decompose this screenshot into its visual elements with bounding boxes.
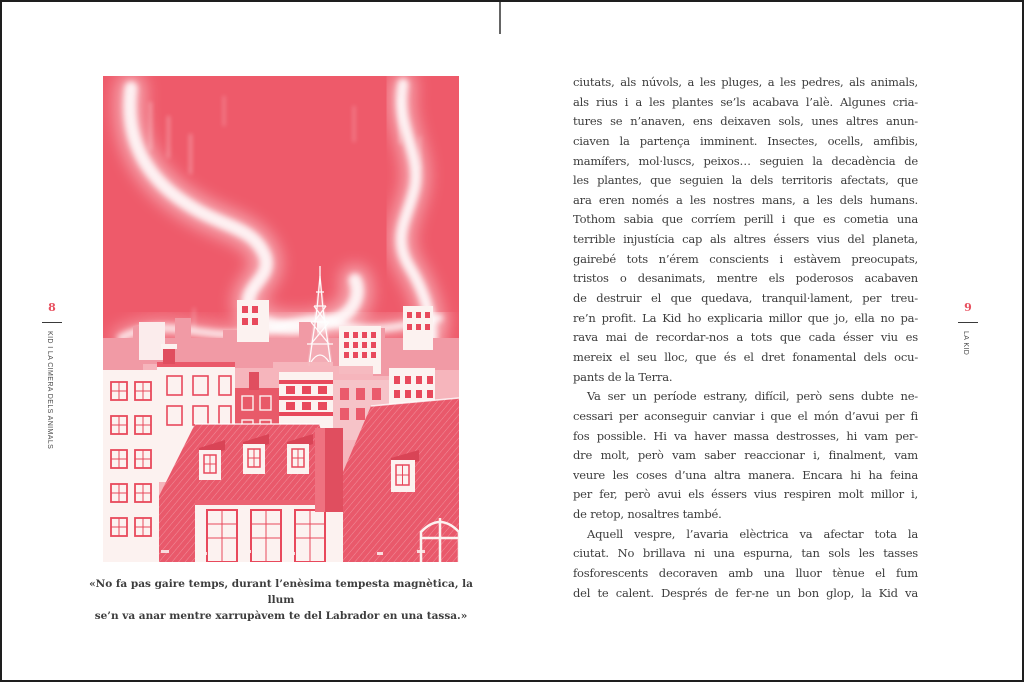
- text-line: fos possible. Hi va haver massa destrosses, hi vam per-: [573, 428, 918, 443]
- text-line: Aquell vespre, l’avaria elèctrica va afectar tota la: [587, 526, 918, 541]
- text-line: per fer, però avui els éssers vius respiren molt millor i,: [573, 487, 918, 502]
- page-number-left: 8: [48, 301, 56, 314]
- illustration-caption: [86, 576, 476, 624]
- folio-rule-left: [42, 322, 62, 323]
- text-line: Tothom sabia que corríem perill i que es cometia una: [573, 212, 918, 227]
- text-line: veure les coses d’una altra manera. Encara hi ha feina: [573, 467, 918, 482]
- text-line: ciutats, als núvols, a les pluges, a les pedres, als animals,: [573, 75, 918, 89]
- body-text: [573, 73, 918, 603]
- text-line: ara eren només a les nostres mans, a les dels humans.: [573, 192, 918, 207]
- text-line: tristos o desanimats, mentre els poderosos acabaven: [573, 271, 918, 286]
- text-line: re’n profit. La Kid ho explicaria millor que jo, ella no pa-: [573, 310, 918, 325]
- text-line: tures se n’anaven, ens deixaven sols, unes altres anun-: [573, 114, 918, 129]
- folio-rule-right: [958, 322, 978, 323]
- text-line: als rius i a les plantes se’ls acabava l’alè. Algunes cria-: [573, 94, 918, 109]
- text-line: cessari per aconseguir canviar i que el món d’avui per fi: [573, 408, 918, 423]
- page-number-right: 9: [964, 301, 972, 314]
- text-line: mereix el seu lloc, que és el dret fonamental dels ocu-: [573, 349, 918, 364]
- text-line: rava mai de recordar-nos a tots que cada ésser viu es: [573, 330, 918, 345]
- text-line: Va ser un període estrany, difícil, però sens dubte ne-: [587, 389, 918, 404]
- caption-line: se’n va anar mentre xarrupàvem te del Labrador en una tassa.»: [94, 610, 468, 622]
- text-line: fosforescents decoraven amb una lluor tènue el fum: [573, 566, 918, 581]
- caption-line: «No fa pas gaire temps, durant l’enèsima tempesta magnètica, la llum: [89, 578, 473, 606]
- text-line: ciaven la partença imminent. Insectes, ocells, amfibis,: [573, 133, 918, 148]
- gutter-mark: [499, 2, 501, 34]
- text-line: terrible injustícia cap als altres éssers vius del planeta,: [573, 232, 918, 247]
- text-line: pants de la Terra.: [573, 369, 673, 384]
- illustration-paris-aurora: [103, 76, 459, 562]
- text-line: les plantes, que seguien la dels territoris afectats, que: [573, 173, 918, 188]
- text-line: ciutat. No brillava ni una espurna, tan sols les tasses: [573, 546, 918, 561]
- running-title-left: KID I LA CIMERA DELS ANIMALS: [46, 331, 53, 450]
- text-line: del te calent. Després de fer-ne un bon glop, la Kid va: [573, 585, 918, 600]
- text-line: mamífers, mol·luscs, peixos… seguien la decadència de: [573, 153, 918, 168]
- text-line: gairebé tots n’érem conscients i estàvem preocupats,: [573, 251, 918, 266]
- text-line: de retop, nosaltres també.: [573, 507, 722, 522]
- text-line: de destruir el que quedava, tranquil·lament, per treu-: [573, 291, 918, 306]
- running-title-right: LA KID: [962, 331, 969, 356]
- text-line: dre molt, però vam saber reaccionar i, finalment, vam: [573, 448, 918, 463]
